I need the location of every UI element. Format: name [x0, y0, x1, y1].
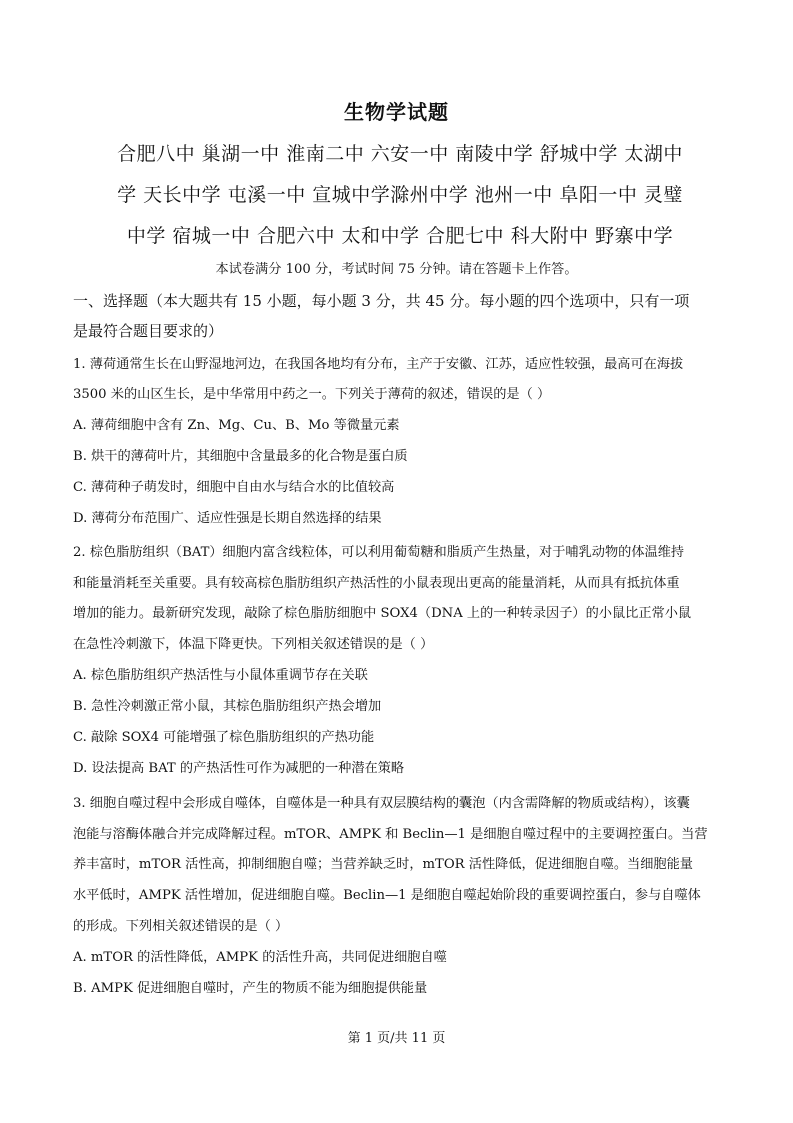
question-3-stem-line-1: 3. 细胞自噬过程中会形成自噬体，自噬体是一种具有双层膜结构的囊泡（内含需降解的物质或结构），该囊 [73, 796, 690, 811]
page-title: 生物学试题 [344, 100, 449, 124]
question-3-stem-line-5: 的形成。下列相关叙述错误的是（ ） [73, 919, 289, 934]
question-3-option-a: A. mTOR 的活性降低，AMPK 的活性升高，共同促进细胞自噬 [73, 950, 447, 965]
school-list-line-3: 中学 宿城一中 合肥六中 太和中学 合肥七中 科大附中 野寨中学 [126, 225, 674, 247]
section-heading-line-1: 一、选择题（本大题共有 15 小题，每小题 3 分，共 45 分。每小题的四个选项中，只有一项 [73, 292, 690, 310]
question-2-stem-line-2: 和能量消耗至关重要。具有较高棕色脂肪组织产热活性的小鼠表现出更高的能量消耗，从而具有抵抗体重 [73, 576, 680, 591]
question-2-stem-line-3: 增加的能力。最新研究发现，敲除了棕色脂肪细胞中 SOX4（DNA 上的一种转录因子）的小鼠比正常小鼠 [73, 606, 692, 621]
question-3-stem-line-3: 养丰富时，mTOR 活性高，抑制细胞自噬；当营养缺乏时，mTOR 活性降低，促进细胞自噬。当细胞能量 [73, 857, 693, 872]
question-1-stem-line-2: 3500 米的山区生长，是中华常用中药之一。下列关于薄荷的叙述，错误的是（ ） [73, 387, 551, 402]
question-2-option-b: B. 急性冷刺激正常小鼠，其棕色脂肪组织产热会增加 [73, 699, 382, 714]
page-footer: 第 1 页/共 11 页 [347, 1031, 446, 1046]
question-3-option-b: B. AMPK 促进细胞自噬时，产生的物质不能为细胞提供能量 [73, 981, 428, 996]
question-1-option-c: C. 薄荷种子萌发时，细胞中自由水与结合水的比值较高 [73, 480, 395, 495]
question-3-stem-line-2: 泡能与溶酶体融合并完成降解过程。mTOR、AMPK 和 Beclin—1 是细胞自噬过程中的主要调控蛋白。当营 [73, 827, 708, 842]
question-1-stem-line-1: 1. 薄荷通常生长在山野湿地河边，在我国各地均有分布，主产于安徽、江苏，适应性较强，最高可在海拔 [73, 357, 684, 372]
question-1-option-d: D. 薄荷分布范围广、适应性强是长期自然选择的结果 [73, 511, 382, 526]
question-3-stem-line-4: 水平低时，AMPK 活性增加，促进细胞自噬。Beclin—1 是细胞自噬起始阶段的重要调控蛋白，参与自噬体 [73, 888, 701, 903]
question-2-stem-line-1: 2. 棕色脂肪组织（BAT）细胞内富含线粒体，可以利用葡萄糖和脂质产生热量，对于哺乳动物的体温维持 [73, 545, 685, 560]
exam-instructions: 本试卷满分 100 分，考试时间 75 分钟。请在答题卡上作答。 [215, 262, 578, 277]
question-2-option-c: C. 敲除 SOX4 可能增强了棕色脂肪组织的产热功能 [73, 730, 375, 745]
question-2-stem-line-4: 在急性冷刺激下，体温下降更快。下列相关叙述错误的是（ ） [73, 637, 434, 652]
question-1-option-b: B. 烘干的薄荷叶片，其细胞中含量最多的化合物是蛋白质 [73, 449, 408, 464]
question-2-option-a: A. 棕色脂肪组织产热活性与小鼠体重调节存在关联 [73, 668, 368, 683]
section-heading-line-2: 是最符合题目要求的） [73, 322, 224, 340]
school-list-line-1: 合肥八中 巢湖一中 淮南二中 六安一中 南陵中学 舒城中学 太湖中 [117, 143, 683, 165]
question-2-option-d: D. 设法提高 BAT 的产热活性可作为减肥的一种潜在策略 [73, 761, 405, 776]
school-list-line-2: 学 天长中学 屯溪一中 宣城中学滁州中学 池州一中 阜阳一中 灵璧 [117, 184, 683, 206]
question-1-option-a: A. 薄荷细胞中含有 Zn、Mg、Cu、B、Mo 等微量元素 [73, 418, 400, 433]
